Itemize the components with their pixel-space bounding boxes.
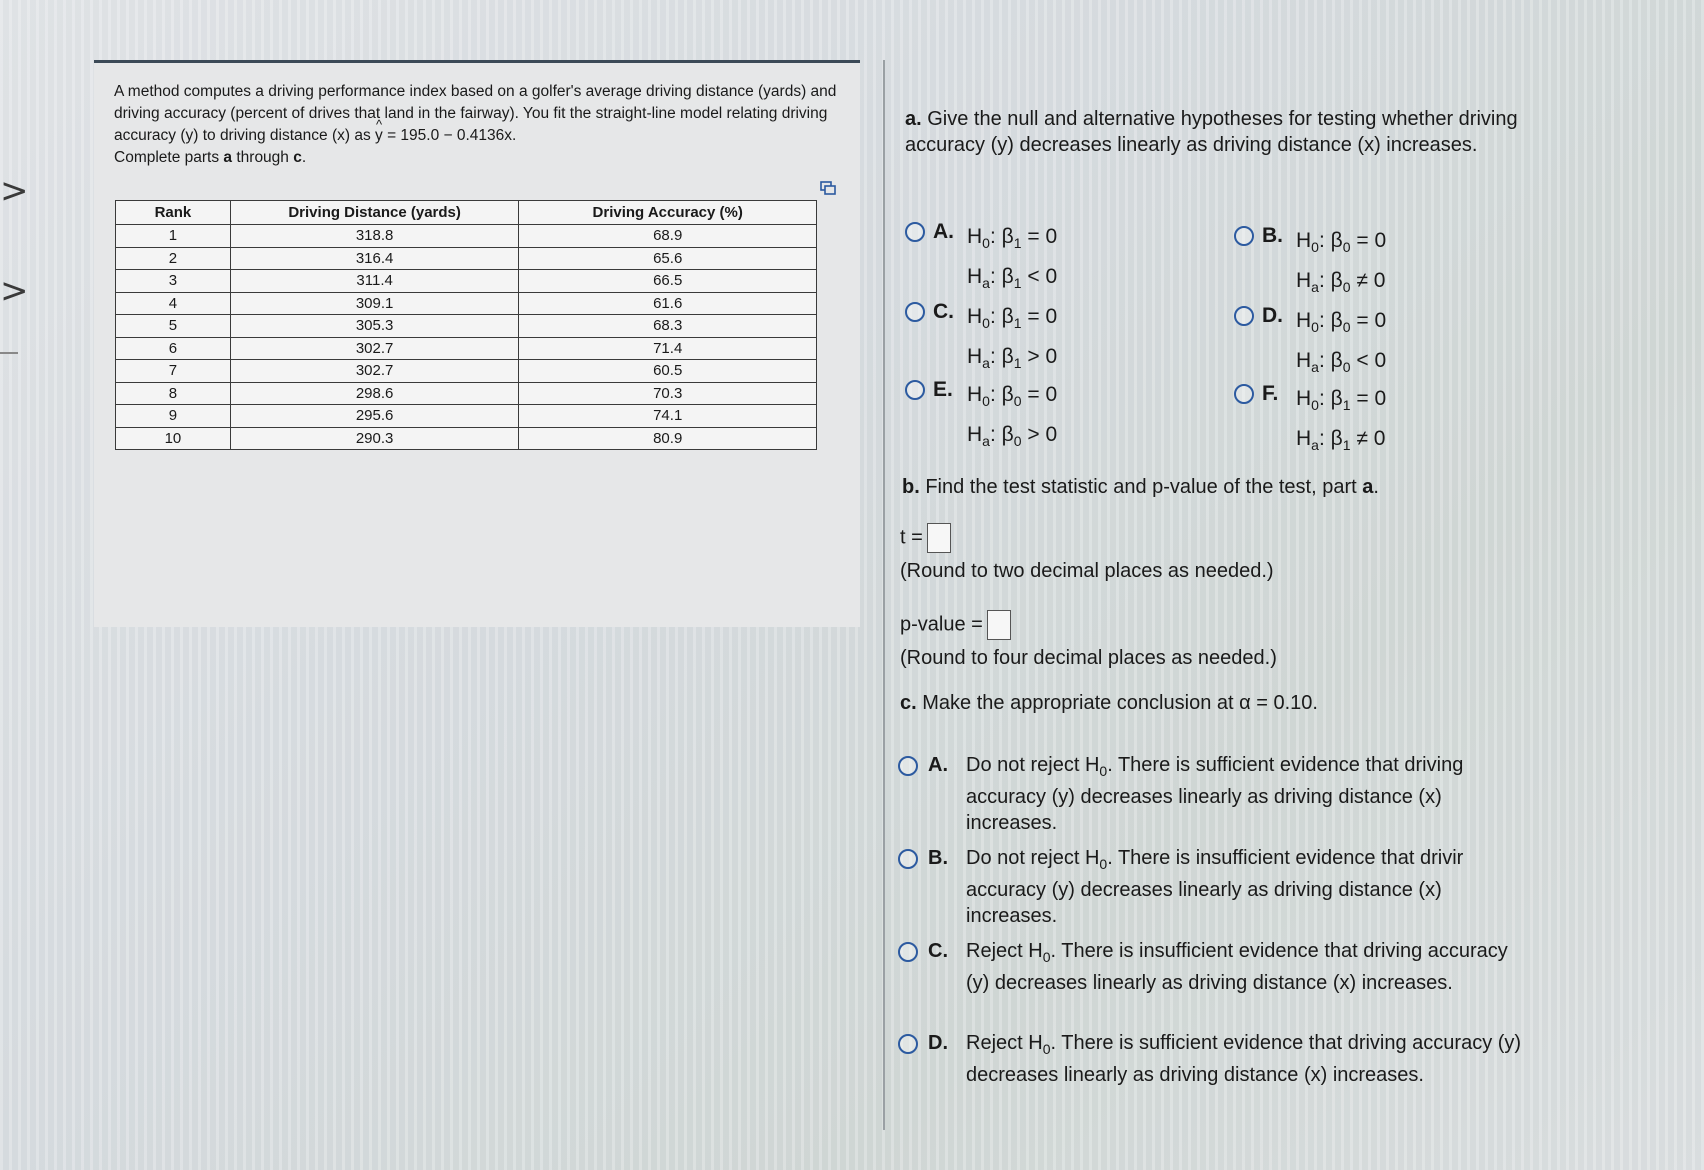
hypothesis-text [1296,304,1386,384]
part-c-label: c. [900,692,917,714]
rank-cell: 1 [116,225,231,248]
param-sub: 0 [1342,239,1351,256]
relation: < 0 [1021,265,1058,289]
hypothesis-text [1296,224,1386,304]
accuracy-cell: 65.6 [519,247,817,270]
relation: < 0 [1350,349,1387,373]
part-b-question [902,474,1542,500]
h-letter: H [967,383,983,406]
radio-button[interactable] [1234,306,1254,326]
param-sub: 1 [1342,437,1351,454]
param-sub: 0 [1342,359,1351,376]
param: β [1001,345,1014,369]
rank-cell: 9 [116,405,231,428]
table-row [116,427,817,450]
distance-cell: 302.7 [230,337,519,360]
t-round-note: (Round to two decimal places as needed.) [900,560,1274,582]
data-table [115,200,817,450]
h-letter: H [967,423,983,447]
hypothesis-option[interactable] [905,378,1057,458]
conclusion-post: . There is sufficient evidence that driving accuracy (y) decreases linearly as driving distance (x) increases. [966,754,1464,834]
p-value-label: p-value = [900,613,983,636]
colon: : [989,383,1002,406]
param: β [1330,229,1343,252]
param: β [1330,269,1343,293]
param-sub: 1 [1013,355,1022,372]
h-letter: H [967,345,983,369]
period: . [301,149,307,166]
accuracy-cell: 66.5 [519,270,817,293]
ha-sub: a [982,433,990,450]
h-letter: H [1296,309,1312,332]
table-row [116,225,817,248]
distance-cell: 318.8 [230,225,519,248]
copy-table-icon[interactable] [820,181,836,195]
h-letter: H [1296,269,1312,293]
part-c-text: Make the appropriate conclusion at α = 0.10. [922,692,1318,714]
option-letter: A. [928,754,948,776]
relation: > 0 [1021,345,1058,369]
nav-arrow-icon[interactable]: > [0,271,29,311]
regression-equation: = 195.0 − 0.4136x. [382,127,517,144]
rank-cell: 7 [116,360,231,383]
relation: = 0 [1350,387,1387,410]
conclusion-pre: Do not reject H [966,754,1100,776]
part-a-ref: a [223,149,233,166]
radio-button[interactable] [905,302,925,322]
conclusion-pre: Do not reject H [966,847,1100,869]
option-letter: D. [1262,304,1283,327]
radio-button[interactable] [1234,384,1254,404]
colon: : [989,305,1002,328]
table-header-row [116,201,817,225]
radio-button[interactable] [898,942,918,962]
h0-sub: 0 [982,393,990,410]
relation: = 0 [1350,229,1387,252]
instructions-text: Complete parts [114,149,224,166]
colon: : [1318,427,1331,451]
hypothesis-option[interactable] [905,300,1057,380]
option-letter: D. [928,1032,948,1054]
colon: : [1318,387,1331,410]
param-sub: 1 [1013,275,1022,292]
relation: > 0 [1021,423,1058,447]
colon: : [1318,349,1331,373]
option-letter: B. [928,847,948,869]
hypothesis-text [967,378,1057,458]
conclusion-text [966,845,1536,929]
h-sub: 0 [1042,949,1051,965]
h-letter: H [1296,387,1312,410]
hypothesis-option[interactable] [1234,304,1386,384]
header-distance: Driving Distance (yards) [230,201,519,225]
y-hat: ^ y [375,125,383,147]
h-letter: H [967,265,983,289]
conclusion-text [966,752,1536,836]
accuracy-cell: 61.6 [519,292,817,315]
rank-cell: 8 [116,382,231,405]
param: β [1001,225,1014,248]
rank-cell: 5 [116,315,231,338]
hypothesis-text [967,220,1057,300]
accuracy-cell: 80.9 [519,427,817,450]
h-letter: H [967,305,983,328]
hypothesis-option[interactable] [905,220,1057,300]
param: β [1330,349,1343,373]
conclusion-pre: Reject H [966,1032,1043,1054]
t-label: t = [900,526,923,549]
colon: : [1318,269,1331,293]
param: β [1001,305,1014,328]
distance-cell: 290.3 [230,427,519,450]
param: β [1330,427,1343,451]
param-sub: 1 [1342,397,1351,414]
h-sub: 0 [1042,1041,1051,1057]
param: β [1330,309,1343,332]
hypothesis-text [967,300,1057,380]
option-letter: C. [928,940,948,962]
ha-sub: a [1311,359,1319,376]
relation: = 0 [1350,309,1387,332]
h-letter: H [1296,229,1312,252]
relation: = 0 [1021,383,1058,406]
h0-sub: 0 [1311,239,1319,256]
t-stat-input[interactable] [927,523,951,553]
distance-cell: 305.3 [230,315,519,338]
h0-sub: 0 [1311,397,1319,414]
distance-cell: 316.4 [230,247,519,270]
radio-button[interactable] [1234,226,1254,246]
conclusion-pre: Reject H [966,940,1043,962]
conclusion-text [966,1030,1536,1088]
h0-sub: 0 [982,315,990,332]
part-b-label: b. [902,476,920,498]
distance-cell: 311.4 [230,270,519,293]
param-sub: 1 [1013,315,1022,332]
accuracy-cell: 74.1 [519,405,817,428]
side-divider [0,352,18,354]
through-text: through [232,149,294,166]
relation: ≠ 0 [1350,427,1386,451]
vertical-divider [883,60,885,1130]
distance-cell: 298.6 [230,382,519,405]
conclusion-post: . There is insufficient evidence that drivir accuracy (y) decreases linearly as driving distance (x) increases. [966,847,1464,927]
problem-panel [94,60,860,627]
h-letter: H [1296,349,1312,373]
conclusion-post: . There is sufficient evidence that driving accuracy (y) decreases linearly as driving distance (x) increases. [966,1032,1522,1086]
intro-text: A method computes a driving performance index based on a golfer's average driving distance (yards) and driving accuracy (percent of drives that land in the fairway). You fit the straight-line model relating driving accuracy (y) to driving distance (x) as [114,83,837,144]
nav-arrow-icon[interactable]: > [0,171,29,211]
rank-cell: 2 [116,247,231,270]
colon: : [1318,229,1331,252]
p-value-row [900,610,1011,640]
rank-cell: 4 [116,292,231,315]
param: β [1330,387,1343,410]
h-letter: H [1296,427,1312,451]
h-sub: 0 [1099,763,1108,779]
part-a-text: Give the null and alternative hypotheses for testing whether driving accuracy (y) decreases linearly as driving distance (x) increases. [905,108,1518,156]
option-letter: A. [933,220,954,243]
accuracy-cell: 68.3 [519,315,817,338]
t-stat-row [900,523,951,553]
part-b-text: Find the test statistic and p-value of the test, part [925,476,1363,498]
option-letter: E. [933,378,953,401]
h-sub: 0 [1099,856,1108,872]
table-row [116,315,817,338]
distance-cell: 309.1 [230,292,519,315]
ha-sub: a [1311,279,1319,296]
param: β [1001,423,1014,447]
table-row [116,405,817,428]
distance-cell: 302.7 [230,360,519,383]
rank-cell: 6 [116,337,231,360]
accuracy-cell: 68.9 [519,225,817,248]
hypothesis-text [1296,382,1386,462]
conclusion-text [966,938,1536,996]
h-letter: H [967,225,983,248]
hypothesis-option[interactable] [1234,382,1386,462]
param-sub: 0 [1342,319,1351,336]
param-sub: 0 [1013,433,1022,450]
p-round-note: (Round to four decimal places as needed.) [900,647,1277,669]
option-letter: F. [1262,382,1279,405]
radio-button[interactable] [905,380,925,400]
conclusion-post: . There is insufficient evidence that driving accuracy (y) decreases linearly as driving distance (x) increases. [966,940,1508,994]
colon: : [989,345,1002,369]
relation: = 0 [1021,305,1058,328]
h0-sub: 0 [1311,319,1319,336]
colon: : [1318,309,1331,332]
param-sub: 0 [1342,279,1351,296]
part-c-ref: c [293,149,302,166]
colon: : [989,225,1002,248]
distance-cell: 295.6 [230,405,519,428]
header-rank: Rank [116,201,231,225]
problem-statement [114,81,854,169]
param-sub: 1 [1013,235,1022,252]
ha-sub: a [982,355,990,372]
part-b-ref: a [1362,476,1374,498]
table-row [116,292,817,315]
ha-sub: a [1311,437,1319,454]
param: β [1001,265,1014,289]
option-letter: C. [933,300,954,323]
part-a-question [905,106,1525,158]
table-row [116,270,817,293]
radio-button[interactable] [898,756,918,776]
table-row [116,360,817,383]
part-a-label: a. [905,108,922,130]
relation: = 0 [1021,225,1058,248]
period: . [1373,476,1379,498]
colon: : [989,265,1002,289]
rank-cell: 10 [116,427,231,450]
rank-cell: 3 [116,270,231,293]
table-row [116,382,817,405]
radio-button[interactable] [898,849,918,869]
table-row [116,337,817,360]
param: β [1001,383,1014,406]
h0-sub: 0 [982,235,990,252]
p-value-input[interactable] [987,610,1011,640]
radio-button[interactable] [898,1034,918,1054]
colon: : [989,423,1002,447]
relation: ≠ 0 [1350,269,1386,293]
accuracy-cell: 71.4 [519,337,817,360]
part-c-question [900,690,1540,716]
ha-sub: a [982,275,990,292]
radio-button[interactable] [905,222,925,242]
header-accuracy: Driving Accuracy (%) [519,201,817,225]
table-row [116,247,817,270]
param-sub: 0 [1013,393,1022,410]
accuracy-cell: 60.5 [519,360,817,383]
accuracy-cell: 70.3 [519,382,817,405]
option-letter: B. [1262,224,1283,247]
hypothesis-option[interactable] [1234,224,1386,304]
